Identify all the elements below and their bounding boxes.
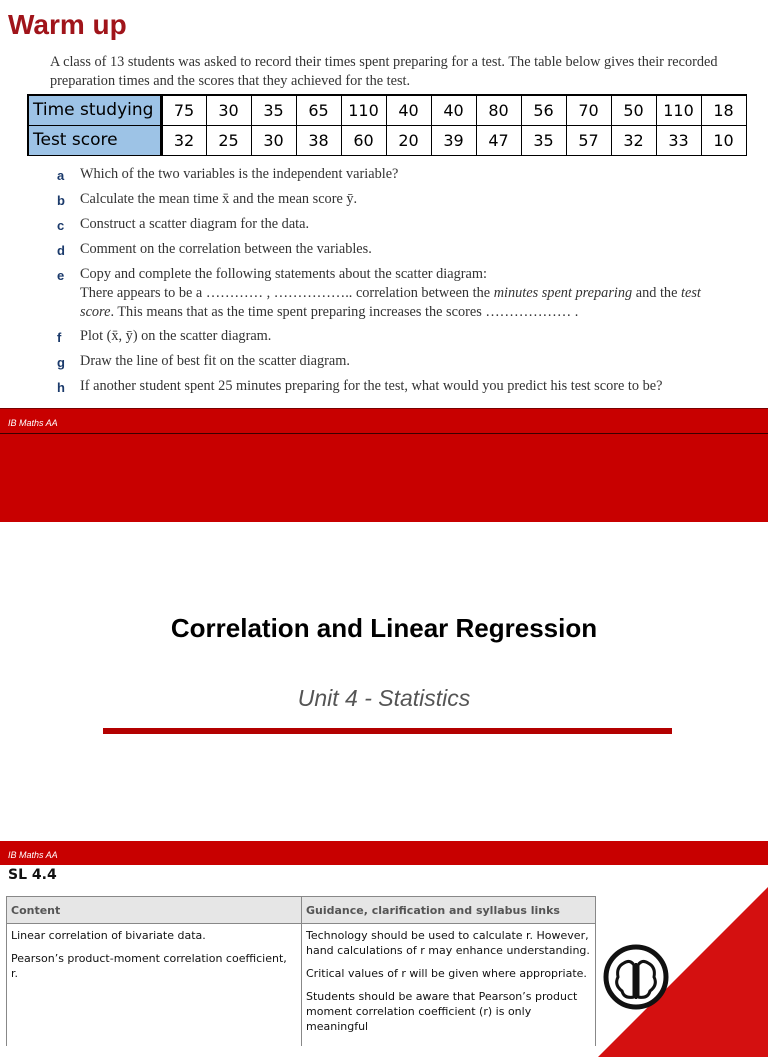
content-cell	[7, 924, 302, 1047]
slide-footer-bar	[0, 408, 768, 522]
footer-course-label: IB Maths AA	[8, 418, 58, 428]
question-item	[57, 190, 722, 210]
guidance-line: Critical values of r will be given where appropriate.	[306, 967, 587, 980]
table-cell: 50	[611, 95, 656, 125]
question-e-intro: Copy and complete the following statements about the scatter diagram:	[80, 266, 487, 282]
question-text: Draw the line of best fit on the scatter diagram.	[80, 353, 350, 369]
guidance-cell	[302, 924, 596, 1047]
table-row-score	[28, 125, 746, 155]
table-cell: 20	[386, 125, 431, 155]
table-cell: 110	[656, 95, 701, 125]
syllabus-code: SL 4.4	[8, 867, 57, 883]
question-item	[57, 377, 722, 397]
syllabus-table	[6, 896, 596, 1046]
data-table	[27, 94, 747, 156]
question-text	[80, 265, 722, 322]
warmup-title: Warm up	[8, 9, 127, 40]
table-cell: 32	[611, 125, 656, 155]
footer-divider	[0, 433, 768, 434]
table-cell: 30	[206, 95, 251, 125]
question-text: If another student spent 25 minutes preparing for the test, what would you predict his test score to be?	[80, 378, 663, 394]
syllabus-row	[7, 924, 596, 1047]
question-label: f	[57, 330, 62, 345]
guidance-line: Students should be aware that Pearson’s product moment correlation coefficient (r) is only meaningful	[306, 990, 578, 1033]
row-label-score: Test score	[28, 125, 161, 155]
table-cell: 25	[206, 125, 251, 155]
question-e-part: There appears to be a ………… , …………….. correlation between the	[80, 285, 494, 301]
question-label: e	[57, 268, 65, 283]
question-text: Calculate the mean time x̄ and the mean score ȳ.	[80, 191, 358, 207]
column-header-guidance: Guidance, clarification and syllabus links	[302, 897, 596, 924]
table-cell: 32	[161, 125, 206, 155]
question-label: b	[57, 193, 65, 208]
question-label: h	[57, 380, 65, 395]
question-label: a	[57, 168, 65, 183]
slide-subtitle: Unit 4 - Statistics	[297, 685, 471, 711]
question-e-part: . This means that as the time spent preparing increases the scores ……………… .	[110, 304, 579, 320]
column-header-content: Content	[7, 897, 302, 924]
table-cell: 30	[251, 125, 296, 155]
table-cell: 80	[476, 95, 521, 125]
table-cell: 75	[161, 95, 206, 125]
table-cell: 39	[431, 125, 476, 155]
table-cell: 33	[656, 125, 701, 155]
table-cell: 10	[701, 125, 746, 155]
question-text: Plot (x̄, ȳ) on the scatter diagram.	[80, 328, 272, 344]
question-text: Comment on the correlation between the variables.	[80, 241, 372, 257]
guidance-line: Technology should be used to calculate r. However, hand calculations of r may enhance understanding.	[306, 929, 590, 957]
table-cell: 65	[296, 95, 341, 125]
question-e-part: and the	[632, 285, 681, 301]
title-underline	[103, 728, 672, 734]
question-item	[57, 265, 722, 322]
header-course-label: IB Maths AA	[8, 850, 58, 860]
table-cell: 56	[521, 95, 566, 125]
brain-icon	[600, 939, 672, 1025]
row-label-time: Time studying	[28, 95, 161, 125]
table-cell: 40	[431, 95, 476, 125]
table-cell: 38	[296, 125, 341, 155]
question-label: d	[57, 243, 65, 258]
syllabus-slide	[0, 841, 768, 1033]
content-line: Linear correlation of bivariate data.	[11, 929, 206, 942]
question-item	[57, 327, 722, 347]
slide-title: Correlation and Linear Regression	[170, 613, 598, 643]
table-cell: 35	[251, 95, 296, 125]
table-cell: 110	[341, 95, 386, 125]
table-cell: 47	[476, 125, 521, 155]
question-text: Construct a scatter diagram for the data.	[80, 216, 310, 232]
table-cell: 35	[521, 125, 566, 155]
table-cell: 70	[566, 95, 611, 125]
question-item	[57, 215, 722, 235]
table-row-time	[28, 95, 746, 125]
warmup-slide	[0, 0, 768, 408]
question-item	[57, 240, 722, 260]
slide-header-bar	[0, 841, 768, 865]
title-slide	[0, 523, 768, 840]
table-cell: 60	[341, 125, 386, 155]
question-list	[57, 165, 722, 402]
question-e-italic: test score	[80, 285, 701, 320]
question-text: Which of the two variables is the independent variable?	[80, 166, 399, 182]
table-cell: 18	[701, 95, 746, 125]
content-line: Pearson’s product-moment correlation coefficient, r.	[11, 952, 287, 980]
warmup-intro: A class of 13 students was asked to record their times spent preparing for a test. The table below gives their recorded preparation times and the scores that they achieved for the test.	[50, 54, 718, 89]
question-label: c	[57, 218, 65, 233]
table-cell: 40	[386, 95, 431, 125]
table-cell: 57	[566, 125, 611, 155]
question-item	[57, 352, 722, 372]
question-item	[57, 165, 722, 185]
question-e-italic: minutes spent preparing	[493, 285, 633, 301]
question-label: g	[57, 355, 65, 370]
syllabus-header-row	[7, 897, 596, 924]
